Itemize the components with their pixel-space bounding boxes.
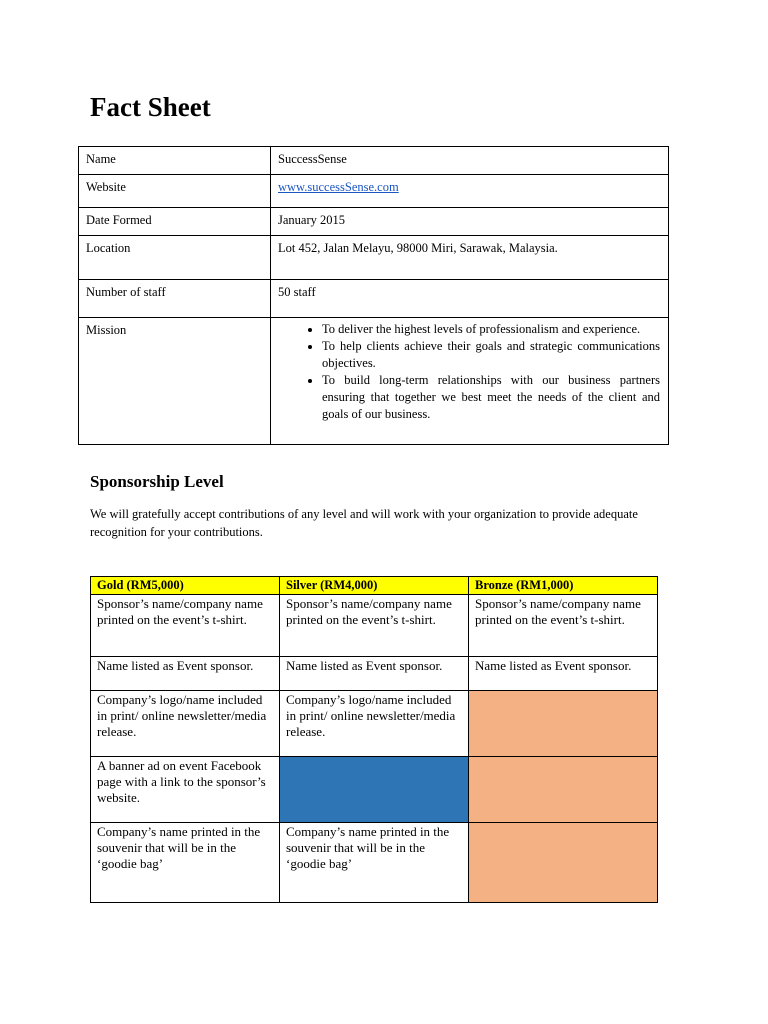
table-row	[79, 280, 669, 318]
location-label: Location	[79, 236, 271, 280]
header-row	[91, 577, 658, 595]
table-row	[91, 691, 658, 757]
table-cell: Company’s logo/name included in print/ online newsletter/media release.	[91, 691, 280, 757]
mission-item: • To help clients achieve their goals and strategic communications objectives.	[322, 338, 662, 372]
empty-cell-orange	[469, 823, 658, 903]
table-cell: Name listed as Event sponsor.	[469, 657, 658, 691]
mission-item: • To deliver the highest levels of professionalism and experience.	[322, 321, 662, 338]
table-row	[91, 757, 658, 823]
table-row	[79, 208, 669, 236]
table-cell: Sponsor’s name/company name printed on the event’s t-shirt.	[280, 595, 469, 657]
website-link[interactable]: www.successSense.com	[278, 180, 399, 194]
table-cell: Name listed as Event sponsor.	[280, 657, 469, 691]
staff-value: 50 staff	[271, 280, 669, 318]
date-formed-value: January 2015	[271, 208, 669, 236]
table-cell: Company’s name printed in the souvenir that will be in the ‘goodie bag’	[280, 823, 469, 903]
location-value: Lot 452, Jalan Melayu, 98000 Miri, Sarawak, Malaysia.	[271, 236, 669, 280]
table-cell: A banner ad on event Facebook page with a link to the sponsor’s website.	[91, 757, 280, 823]
date-formed-label: Date Formed	[79, 208, 271, 236]
website-label: Website	[79, 175, 271, 208]
empty-cell-blue	[280, 757, 469, 823]
table-cell: Sponsor’s name/company name printed on the event’s t-shirt.	[469, 595, 658, 657]
mission-list	[278, 321, 662, 423]
website-cell	[271, 175, 669, 208]
table-cell: Company’s logo/name included in print/ online newsletter/media release.	[280, 691, 469, 757]
fact-table	[78, 146, 669, 445]
table-row	[91, 823, 658, 903]
mission-item: • To build long-term relationships with our business partners ensuring that together we best meet the needs of the client and goals of our business.	[322, 372, 662, 423]
table-row	[79, 318, 669, 445]
page-title: Fact Sheet	[90, 92, 211, 122]
table-cell: Sponsor’s name/company name printed on the event’s t-shirt.	[91, 595, 280, 657]
table-row	[91, 595, 658, 657]
mission-label: Mission	[79, 318, 271, 445]
name-value: SuccessSense	[271, 147, 669, 175]
table-row	[91, 657, 658, 691]
empty-cell-orange	[469, 757, 658, 823]
table-row	[79, 175, 669, 208]
sponsorship-intro: We will gratefully accept contributions of any level and will work with your organization to provide adequate recognition for your contributions.	[90, 507, 638, 539]
bronze-header: Bronze (RM1,000)	[469, 577, 658, 595]
gold-header: Gold (RM5,000)	[91, 577, 280, 595]
table-row	[79, 147, 669, 175]
name-label: Name	[79, 147, 271, 175]
silver-header: Silver (RM4,000)	[280, 577, 469, 595]
mission-cell	[271, 318, 669, 445]
table-cell: Company’s name printed in the souvenir that will be in the ‘goodie bag’	[91, 823, 280, 903]
table-cell: Name listed as Event sponsor.	[91, 657, 280, 691]
sponsorship-table	[90, 576, 658, 903]
empty-cell-orange	[469, 691, 658, 757]
staff-label: Number of staff	[79, 280, 271, 318]
sponsorship-heading: Sponsorship Level	[90, 472, 224, 491]
table-row	[79, 236, 669, 280]
